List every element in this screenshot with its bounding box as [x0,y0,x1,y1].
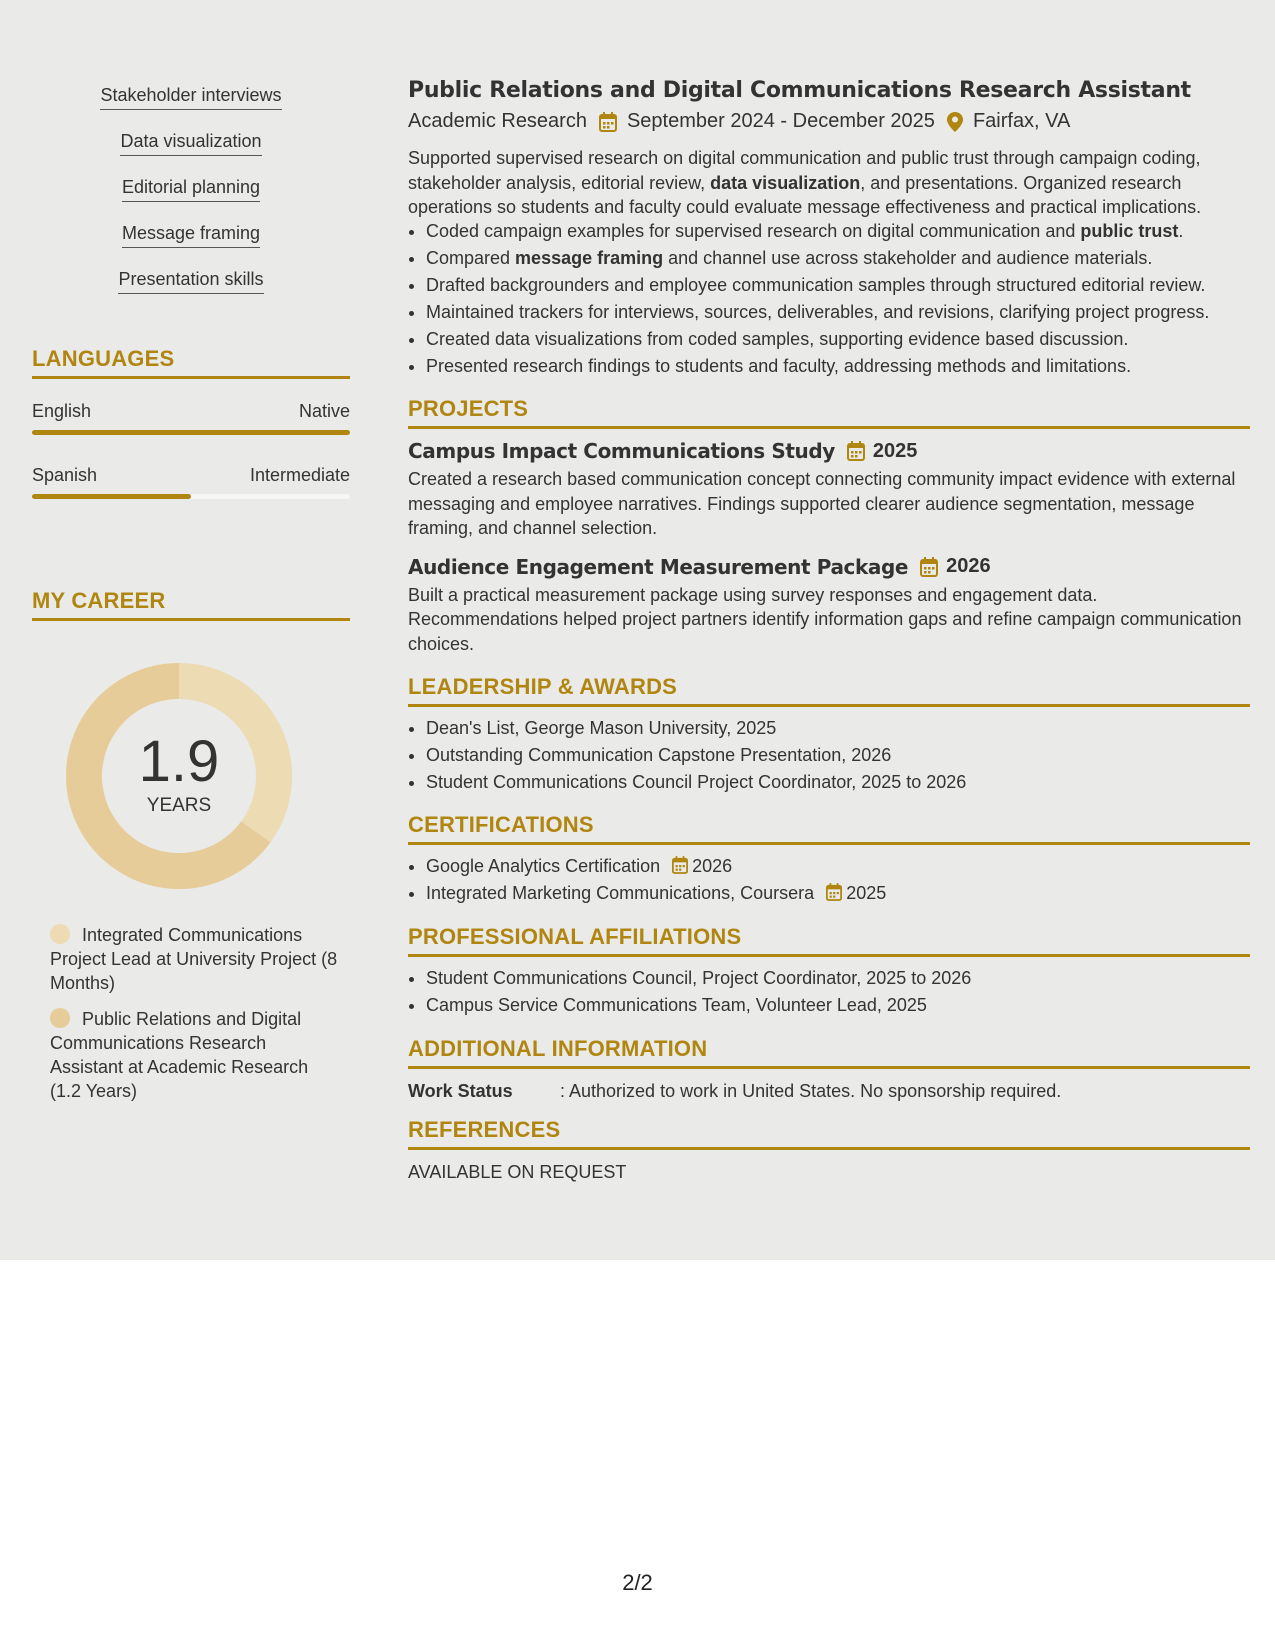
calendar-icon [920,557,938,577]
certifications-list [408,853,1250,907]
language-bar [32,430,350,435]
info-row [408,1081,1250,1102]
career-heading: MY CAREER [32,588,350,621]
awards-list [408,715,1250,796]
skill-item: Stakeholder interviews [100,84,281,110]
legend-dot-icon [50,924,70,944]
list-item: • Student Communications Council, Project Coordinator, 2025 to 2026 [426,965,1250,992]
list-item: • Drafted backgrounders and employee communication samples through structured editorial review. [426,272,1268,299]
job-summary [408,146,1250,220]
project-year: 2025 [872,439,918,462]
references-section [408,1117,1250,1183]
summary-bold: data visualization [710,172,861,193]
list-item: • Maintained trackers for interviews, sources, deliverables, and revisions, clarifying project progress. [426,299,1268,326]
list-item: • Created data visualizations from coded samples, supporting evidence based discussion. [426,326,1268,353]
language-name: Spanish [32,465,98,485]
info-value: : Authorized to work in United States. No sponsorship required. [560,1081,1062,1101]
project-item [408,439,1250,541]
language-name: English [32,401,92,421]
career-section [32,588,350,1115]
affiliations-list [408,965,1250,1019]
affiliations-heading: PROFESSIONAL AFFILIATIONS [408,924,1250,957]
project-title: Campus Impact Communications Study [408,439,835,463]
skills-list [32,84,350,314]
job-company: Academic Research [408,110,587,132]
list-item: • Dean's List, George Mason University, 2025 [426,715,1250,742]
certification-name: Integrated Marketing Communications, Coursera [426,883,815,903]
career-legend [50,923,340,1103]
project-description: Created a research based communication concept connecting community impact evidence with external messaging and employee narratives. Findings supported clearer audience segmentation, message framing, and channel selection. [408,469,1236,538]
certification-year: 2026 [692,856,733,876]
additional-info-section [408,1036,1250,1102]
map-pin-icon [947,112,963,132]
list-item: • Compared message framing and channel use across stakeholder and audience materials. [426,245,1268,272]
awards-section [408,674,1250,796]
certifications-heading: CERTIFICATIONS [408,812,1250,845]
certification-name: Google Analytics Certification [426,856,661,876]
job-location: Fairfax, VA [972,110,1071,132]
language-item [32,465,350,499]
summary-text: Supported supervised research on digital communication and public trust through campaign coding, stakeholder analysis, editorial review, [408,148,1201,193]
languages-section [32,346,350,499]
project-description: Built a practical measurement package using survey responses and engagement data. Recommendations helped project partners identify information gaps and refine campaign communication choices. [408,584,1242,654]
list-item: • Coded campaign examples for supervised research on digital communication and public trust. [426,218,1268,245]
list-item: • Student Communications Council Project Coordinator, 2025 to 2026 [426,769,1250,796]
job-bullets [408,218,1268,380]
career-total-unit: YEARS [146,795,212,816]
calendar-icon [672,856,688,874]
affiliations-section [408,924,1250,1019]
calendar-icon [599,112,617,132]
projects-section [408,396,1250,656]
legend-dot-icon [50,1008,70,1028]
career-legend-item [50,1007,340,1103]
info-label: Work Status [408,1081,513,1101]
certification-year: 2025 [846,883,887,903]
career-legend-label: Public Relations and Digital Communications Research Assistant at Academic Research (1.2 Years) [50,1009,309,1101]
calendar-icon [847,441,865,461]
calendar-icon [826,883,842,901]
language-bar [32,494,350,499]
language-bar-fill [32,494,191,499]
summary-text: , and presentations. Organized research operations so students and faculty could evaluate message effectiveness and practical implications. [408,172,1202,217]
job-dates: September 2024 - December 2025 [626,110,935,132]
language-item [32,401,350,435]
donut-center [66,663,292,889]
skill-item: Presentation skills [118,268,263,294]
career-donut-chart [66,663,292,889]
additional-info-heading: ADDITIONAL INFORMATION [408,1036,1250,1069]
career-legend-item [50,923,340,995]
language-level: Native [298,401,350,421]
language-bar-fill [32,430,350,435]
list-item: • Presented research findings to students and faculty, addressing methods and limitations. [426,353,1268,380]
list-item [426,853,1250,880]
awards-heading: LEADERSHIP & AWARDS [408,674,1250,707]
project-item [408,555,1250,657]
job-meta [408,110,1070,133]
language-level: Intermediate [249,465,350,485]
languages-heading: LANGUAGES [32,346,350,379]
career-legend-label: Integrated Communications Project Lead at University Project (8 Months) [50,925,338,993]
references-value: AVAILABLE ON REQUEST [408,1162,627,1182]
references-heading: REFERENCES [408,1117,1250,1150]
projects-heading: PROJECTS [408,396,1250,429]
list-item [426,880,1250,907]
list-item: • Campus Service Communications Team, Volunteer Lead, 2025 [426,992,1250,1019]
job-title: Public Relations and Digital Communications Research Assistant [408,78,1191,103]
skill-item: Message framing [122,222,260,248]
list-item: • Outstanding Communication Capstone Presentation, 2026 [426,742,1250,769]
page-number: 2/2 [622,1570,653,1595]
project-title: Audience Engagement Measurement Package [408,554,909,579]
career-total-value: 1.9 [138,729,220,794]
skill-item: Data visualization [120,130,261,156]
certifications-section [408,812,1250,907]
skill-item: Editorial planning [122,176,260,202]
project-year: 2026 [946,555,991,577]
